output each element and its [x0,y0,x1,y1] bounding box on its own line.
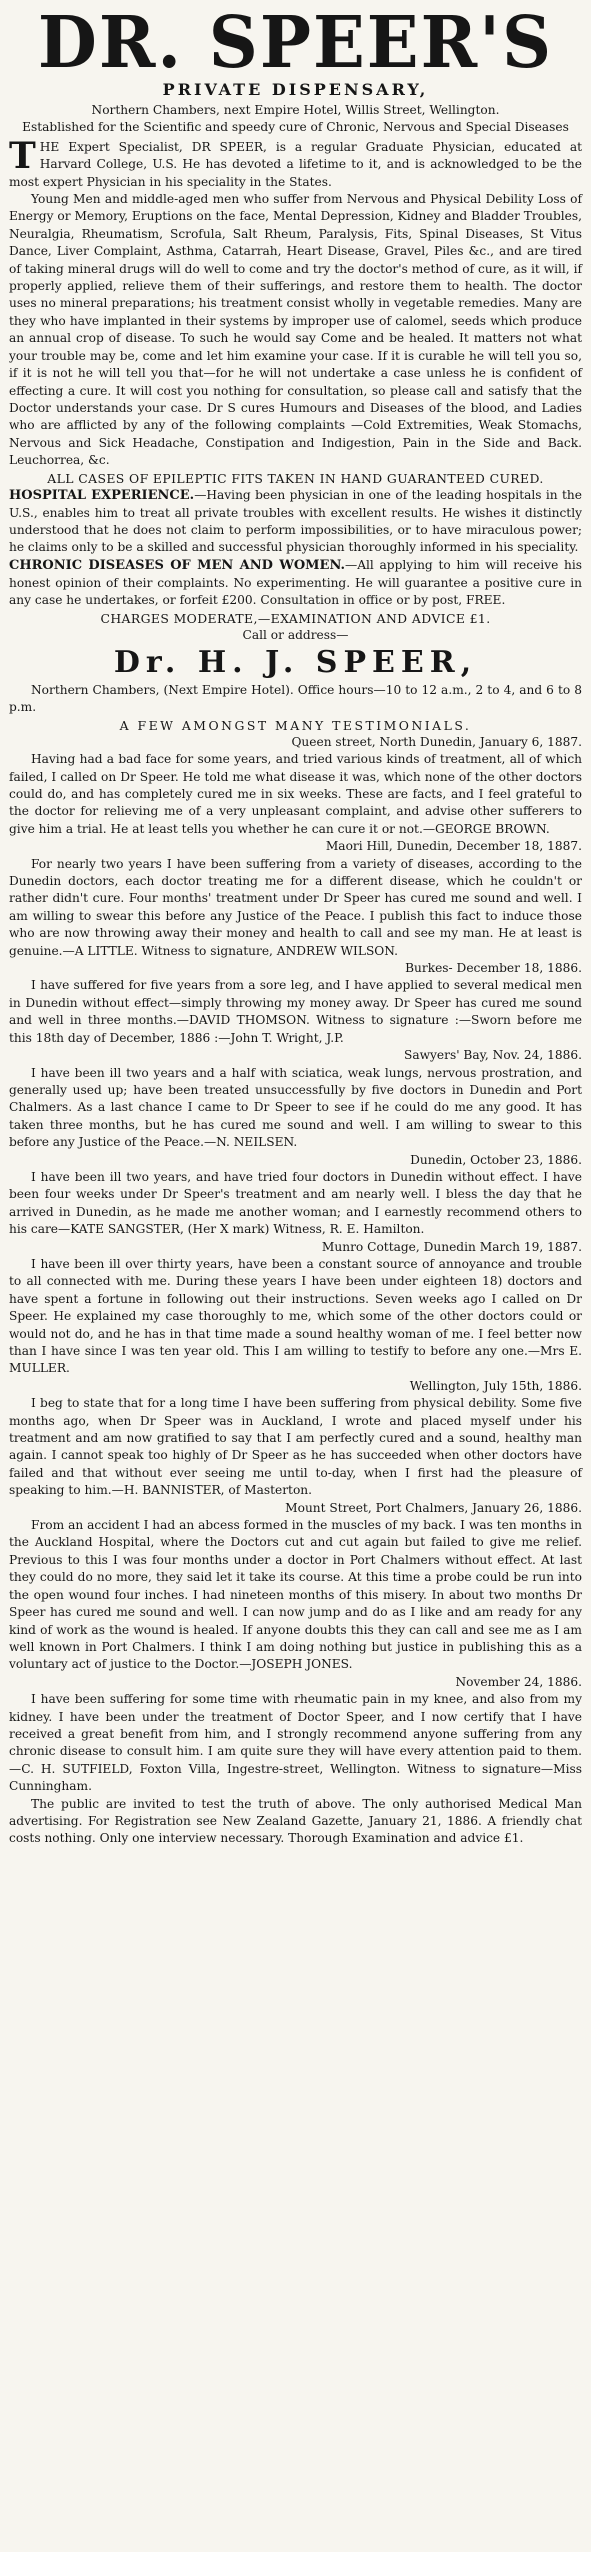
chronic-text: —All applying to him will receive his honest opinion of their complaints. No experimenting. He will guarantee a positive cure in any case he undertakes, or forfeit £200. Consultation in office or by post, FREE. [9,557,582,608]
testimonial [9,734,582,838]
intro-paragraph [9,134,582,191]
dropcap-letter: T [9,134,36,177]
charges-line: CHARGES MODERATE,—EXAMINATION AND ADVICE £1. [100,610,491,626]
testimonial [9,1500,582,1674]
testimonial-place: Burkes- December 18, 1886. [405,961,582,976]
testimonial-text: I have been ill two years and a half with sciatica, weak lungs, nervous prostration, and generally used up; have been treated unsuccessfully by five doctors in Dunedin and Port Chalmers. As a last chance I came to Dr Speer to see if he could do me any good. It has taken three months, but he has cured me sound and well. I am willing to swear to this before any Justice of the Peace.—N. NEILSEN. [9,1065,582,1150]
office-line: Northern Chambers, (Next Empire Hotel). Office hours—10 to 12 a.m., 2 to 4, and 6 to 8 p.m. [9,682,582,715]
testimonial-text: I have been suffering for some time with rheumatic pain in my knee, and also from my kidney. I have been under the treatment of Doctor Speer, and I now certify that I have received a great benefit from him, and I strongly recommend anyone suffering from any chronic disease to consult him. I am quite sure they will have every attention paid to them.—C. H. SUTFIELD, Foxton Villa, Ingestre-street, Wellington. Witness to signature—Miss Cunningham. [9,1692,582,1794]
testimonial [9,1378,582,1500]
call-line: Call or address— [242,627,349,642]
testimonials-list [9,734,582,1796]
hospital-text: —Having been physician in one of the leading hospitals in the U.S., enables him to treat all private troubles with excellent results. He wishes it distinctly understood that he does not claim to perform impossibilities, or to have miraculous power; he claims only to be a skilled and successful physician thoroughly informed in his speciality. [9,487,582,555]
testimonial [9,1152,582,1239]
testimonial-text: I have been ill over thirty years, have been a constant source of annoyance and trouble to all connected with me. During these years I have been under eighteen 18) doctors and have spent a fortune in following out their instructions. Seven weeks ago I called on Dr Speer. He explained my case thoroughly to me, which some of the other doctors could or would not do, and he has in that time made a sound healthy woman of me. I feel better now than I have since I was ten year old. This I am willing to testify to before any one.—Mrs E. MULLER. [9,1256,582,1376]
testimonial-place: Mount Street, Port Chalmers, January 26, 1886. [285,1500,582,1515]
symptoms-paragraph: Young Men and middle-aged men who suffer from Nervous and Physical Debility Loss of Energy or Memory, Eruptions on the face, Mental Depression, Kidney and Bladder Troubles, Neuralgia, Rheumatism, Scrofula, Salt Rheum, Paralysis, Fits, Spinal Diseases, St Vitus Dance, Liver Complaint, Asthma, Catarrah, Heart Disease, Gravel, Piles &c., and are tired of taking mineral drugs will do well to come and try the doctor's method of cure, as it will, if properly applied, relieve them of their sufferings, and restore them to health. The doctor uses no mineral preparations; his treatment consist wholly in vegetable remedies. Many are they who have implanted in their systems by improper use of calomel, seeds which produce an annual crop of disease. To such he would say Come and be healed. It matters not what your trouble may be, come and let him examine your case. If it is curable he will tell you so, if it is not he will tell you that—for he will not undertake a case unless he is confident of effecting a cure. It will cost you nothing for consultation, so please call and satisfy that the Doctor understands your case. Dr S cures Humours and Diseases of the blood, and Ladies who are afflicted by any of the following complaints —Cold Extremities, Weak Stomachs, Nervous and Sick Headache, Constipation and Indigestion, Pain in the Side and Back. Leuchorrea, &c. [9,192,582,468]
established-line: Established for the Scientific and speedy cure of Chronic, Nervous and Special Diseases [22,120,569,135]
testimonial-text: I beg to state that for a long time I have been suffering from physical debility. Some five months ago, when Dr Speer was in Auckland, I wrote and placed myself under his treatment and am now gratified to say that I am perfectly cured and a sound, healthy man again. I cannot speak too highly of Dr Speer as he has succeeded when other doctors have failed and that without ever seeing me until to-day, when I first had the pleasure of speaking to him.—H. BANNISTER, of Masterton. [9,1396,582,1498]
testimonial [9,838,582,960]
masthead-subtitle: PRIVATE DISPENSARY, [162,80,429,99]
testimonial-text: I have suffered for five years from a sore leg, and I have applied to several medical men in Dunedin without effect—simply throwing my money away. Dr Speer has cured me sound and well in three months.—DAVID THOMSON. Witness to signature :—Sworn before me this 18th day of December, 1886 :—John T. Wright, J.P. [9,978,582,1045]
hospital-paragraph [9,487,582,557]
testimonials-heading: A FEW AMONGST MANY TESTIMONIALS. [119,717,472,733]
testimonial-place: Queen street, North Dunedin, January 6, 1887. [291,734,582,749]
chronic-heading: CHRONIC DISEASES OF MEN AND WOMEN. [9,557,346,573]
testimonial-text: I have been ill two years, and have tried four doctors in Dunedin without effect. I have been four weeks under Dr Speer's treatment and am nearly well. I bless the day that he arrived in Dunedin, as he made me another woman; and I earnestly recommend others to his care—KATE SANGSTER, (Her X mark) Witness, R. E. Hamilton. [9,1169,582,1237]
testimonial [9,1674,582,1796]
testimonial-place: Maori Hill, Dunedin, December 18, 1887. [325,839,582,854]
closing-paragraph: The public are invited to test the truth of above. The only authorised Medical Man advertising. For Registration see New Zealand Gazette, January 21, 1886. A friendly chat costs nothing. Only one interview necessary. Thorough Examination and advice £1. [9,1796,582,1846]
testimonial-place: November 24, 1886. [455,1674,582,1689]
chronic-paragraph [9,557,582,610]
testimonial-text: Having had a bad face for some years, and tried various kinds of treatment, all of which failed, I called on Dr Speer. He told me what disease it was, which none of the other doctors could do, and has completely cured me in six weeks. These are facts, and I feel grateful to the doctor for relieving me of a very unpleasant complaint, and advise other sufferers to give him a trial. He at least tells you whether he can cure it or not.—GEORGE BROWN. [9,752,582,836]
testimonial-place: Wellington, July 15th, 1886. [409,1378,582,1393]
testimonial-place: Dunedin, October 23, 1886. [410,1152,582,1167]
testimonial [9,960,582,1047]
testimonial [9,1047,582,1151]
doctor-name: Dr. H. J. SPEER, [113,644,478,680]
masthead-title: DR. SPEER'S [37,0,554,85]
epileptic-notice: ALL CASES OF EPILEPTIC FITS TAKEN IN HAND GUARANTEED CURED. [47,470,544,486]
intro-text: HE Expert Specialist, DR SPEER, is a regular Graduate Physician, educated at Harvard College, U.S. He has devoted a lifetime to it, and is acknowledged to be the most expert Physician in his speciality in the States. [9,139,582,189]
testimonial-text: From an accident I had an abcess formed in the muscles of my back. I was ten months in the Auckland Hospital, where the Doctors cut and cut again but failed to give me relief. Previous to this I was four months under a doctor in Port Chalmers without effect. At last they could do no more, they said let it take its course. At this time a probe could be run into the open wound four inches. I had nineteen months of this misery. In about two months Dr Speer has cured me sound and well. I can now jump and do as I like and am ready for any kind of work as the wound is healed. If anyone doubts this they can call and see me as I am well known in Port Chalmers. I think I am doing nothing but justice in publishing this as a voluntary act of justice to the Doctor.—JOSEPH JONES. [9,1518,582,1672]
address-line: Northern Chambers, next Empire Hotel, Willis Street, Wellington. [91,103,500,117]
testimonial-place: Sawyers' Bay, Nov. 24, 1886. [403,1048,582,1063]
testimonial [9,1239,582,1378]
hospital-heading: HOSPITAL EXPERIENCE. [9,487,195,503]
testimonial-place: Munro Cottage, Dunedin March 19, 1887. [321,1239,582,1254]
testimonial-text: For nearly two years I have been suffering from a variety of diseases, according to the Dunedin doctors, each doctor treating me for a different disease, which he couldn't or rather didn't cure. Four months' treatment under Dr Speer has cured me sound and well. I am willing to swear this before any Justice of the Peace. I publish this fact to induce those who are now throwing away their money and health to call and see my man. He at least is genuine.—A LITTLE. Witness to signature, ANDREW WILSON. [9,856,582,958]
